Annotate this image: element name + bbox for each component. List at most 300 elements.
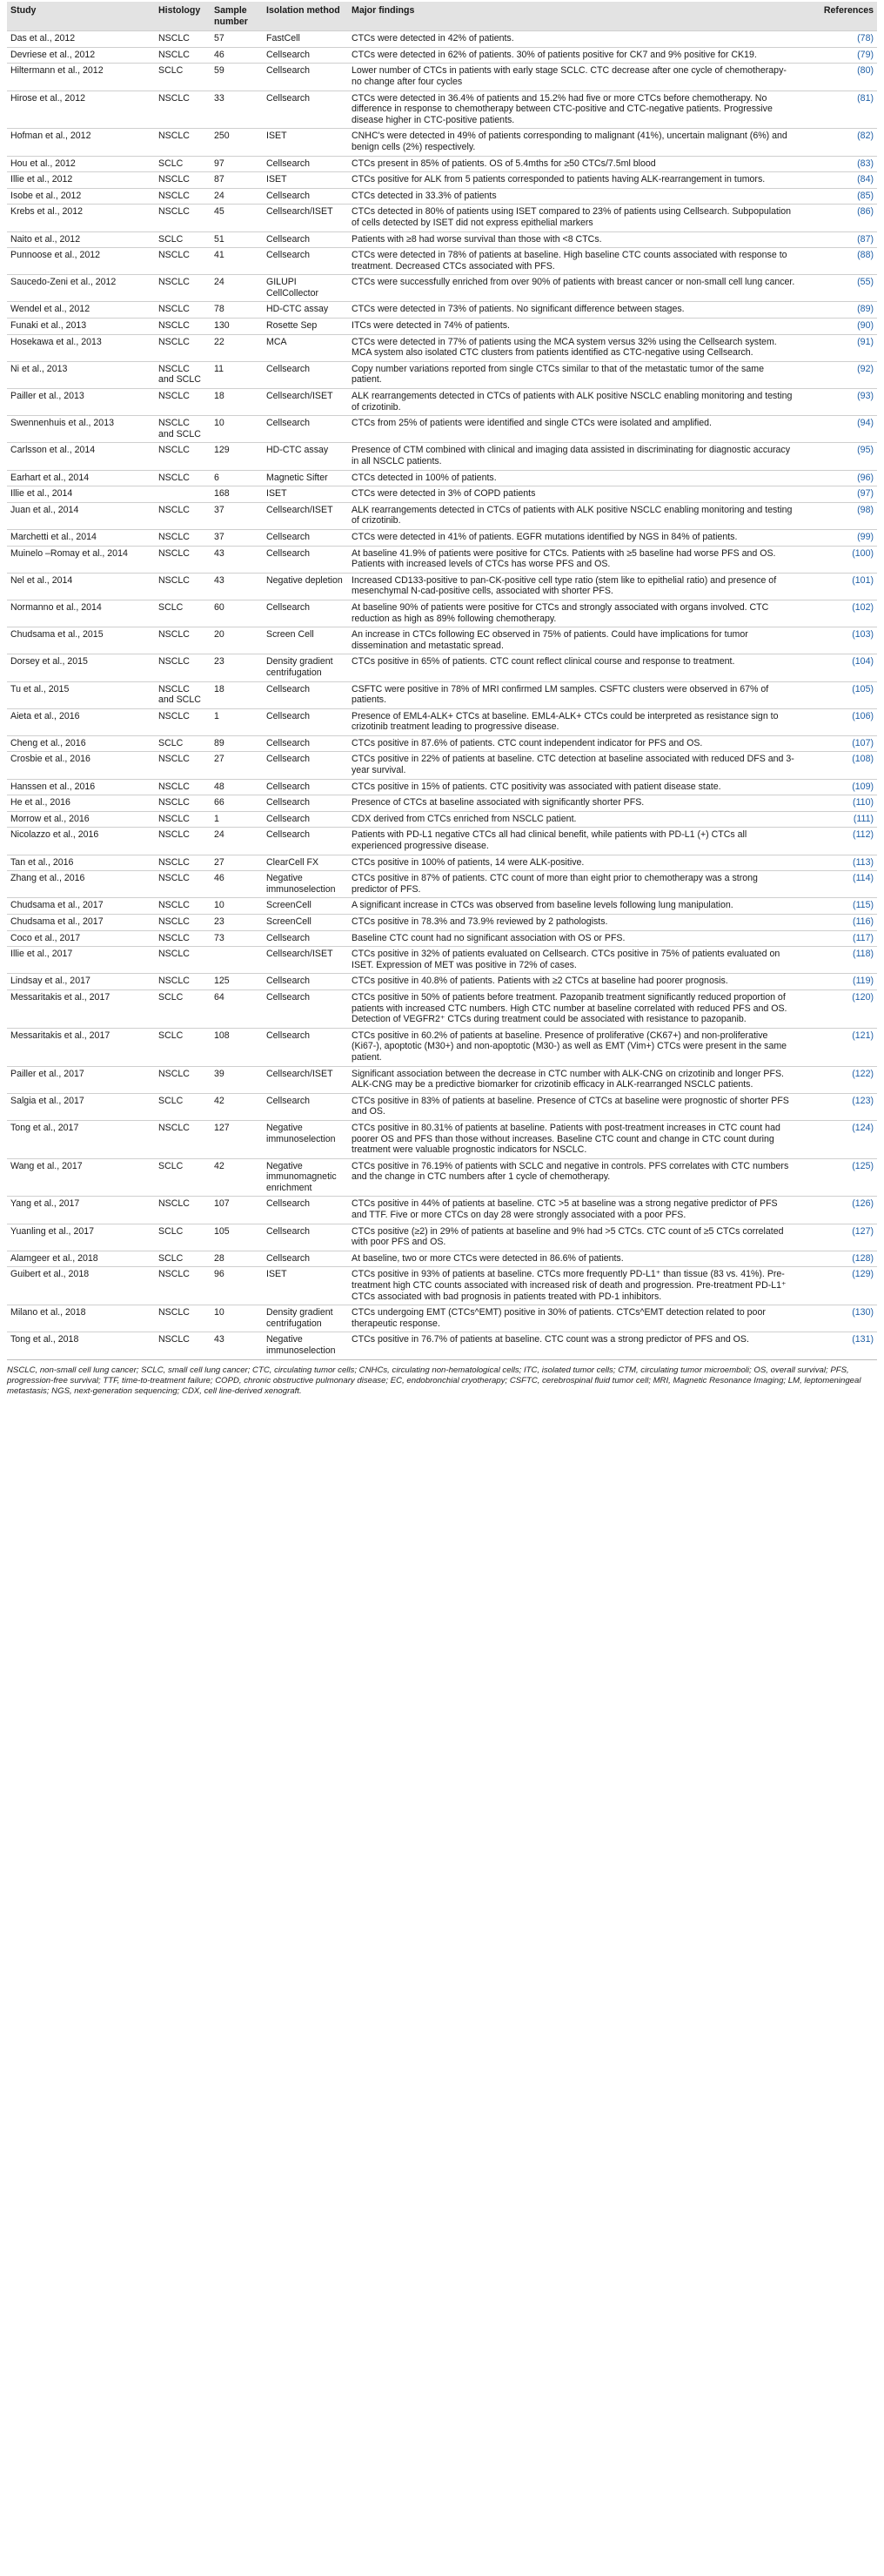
cell-study: Carlsson et al., 2014 [7,443,155,470]
cell-isolation-method: Cellsearch [263,1028,348,1066]
cell-major-findings: CTCs positive in 44% of patients at baseline. CTC >5 at baseline was a strong negative predictor of PFS and TTF. Five or more CTCs on day 28 were strongly associated with a poor PFS. [348,1197,799,1224]
cell-reference[interactable]: (98) [799,502,877,529]
cell-study: Hou et al., 2012 [7,156,155,172]
cell-reference[interactable]: (88) [799,248,877,275]
table-header [7,2,877,31]
cell-histology: NSCLC [155,546,211,573]
cell-histology: NSCLC [155,389,211,416]
cell-study: Yuanling et al., 2017 [7,1224,155,1251]
cell-isolation-method: Cellsearch [263,64,348,91]
cell-reference[interactable]: (109) [799,779,877,795]
cell-isolation-method: ISET [263,1267,348,1305]
cell-sample-number: 10 [211,898,263,915]
cell-sample-number: 10 [211,416,263,443]
cell-reference[interactable]: (125) [799,1158,877,1197]
cell-reference[interactable]: (127) [799,1224,877,1251]
cell-major-findings: CTCs positive for ALK from 5 patients corresponded to patients having ALK-rearrangement in tumors. [348,172,799,189]
cell-study: Juan et al., 2014 [7,502,155,529]
cell-sample-number: 51 [211,231,263,248]
table-row [7,915,877,931]
cell-major-findings: CTCs positive in 78.3% and 73.9% reviewed by 2 pathologists. [348,915,799,931]
cell-isolation-method: Cellsearch/ISET [263,502,348,529]
cell-study: Milano et al., 2018 [7,1305,155,1332]
cell-study: Coco et al., 2017 [7,930,155,947]
cell-sample-number: 43 [211,1332,263,1359]
cell-histology [155,486,211,503]
cell-reference[interactable]: (126) [799,1197,877,1224]
cell-study: Illie et al., 2012 [7,172,155,189]
cell-major-findings: CTCs detected in 33.3% of patients [348,188,799,205]
cell-histology: NSCLC [155,188,211,205]
cell-study: Hiltermann et al., 2012 [7,64,155,91]
cell-reference[interactable]: (118) [799,947,877,974]
cell-histology: NSCLC [155,855,211,871]
cell-histology: NSCLC [155,627,211,654]
cell-major-findings: CTCs positive in 65% of patients. CTC count reflect clinical course and response to treatment. [348,654,799,681]
cell-isolation-method: Magnetic Sifter [263,470,348,486]
cell-isolation-method: Cellsearch [263,1093,348,1120]
cell-histology: NSCLC [155,248,211,275]
cell-reference[interactable]: (105) [799,681,877,708]
cell-isolation-method: Density gradient centrifugation [263,1305,348,1332]
cell-study: Wang et al., 2017 [7,1158,155,1197]
table-row [7,188,877,205]
cell-isolation-method: Negative immunoselection [263,1332,348,1359]
cell-sample-number: 23 [211,915,263,931]
cell-study: Das et al., 2012 [7,31,155,48]
cell-reference[interactable]: (111) [799,811,877,828]
cell-sample-number: 168 [211,486,263,503]
cell-histology: NSCLC [155,752,211,779]
cell-isolation-method: ScreenCell [263,898,348,915]
cell-isolation-method: Cellsearch [263,600,348,627]
cell-isolation-method: Cellsearch [263,91,348,129]
cell-reference[interactable]: (108) [799,752,877,779]
table-row [7,389,877,416]
cell-reference[interactable]: (119) [799,974,877,990]
cell-isolation-method: Cellsearch [263,989,348,1028]
cell-reference[interactable]: (130) [799,1305,877,1332]
cell-histology: NSCLC [155,1332,211,1359]
cell-study: Chudsama et al., 2017 [7,898,155,915]
cell-reference[interactable]: (110) [799,795,877,812]
cell-histology: NSCLC [155,1066,211,1093]
cell-reference[interactable]: (91) [799,334,877,361]
cell-histology: NSCLC [155,828,211,855]
cell-sample-number: 59 [211,64,263,91]
cell-sample-number: 66 [211,795,263,812]
cell-reference[interactable]: (115) [799,898,877,915]
cell-reference[interactable]: (121) [799,1028,877,1066]
cell-reference[interactable]: (120) [799,989,877,1028]
cell-major-findings: CTCs were detected in 36.4% of patients and 15.2% had five or more CTCs before chemotherapy. No difference in response to chemotherapy between CTC-positive and CTC-negative patients. Progressive disease higher in CTC-positive patients. [348,91,799,129]
cell-major-findings: CTCs were detected in 78% of patients at baseline. High baseline CTC counts associated with response to treatment. Decreased CTCs associated with PFS. [348,248,799,275]
cell-isolation-method: Cellsearch [263,1197,348,1224]
cell-major-findings: CNHC's were detected in 49% of patients corresponding to malignant (41%), uncertain malignant (6%) and benign cells (2%) respectively. [348,129,799,156]
cell-histology: SCLC [155,156,211,172]
table-row [7,654,877,681]
table-row [7,416,877,443]
cell-major-findings: CTCs positive in 50% of patients before treatment. Pazopanib treatment significantly reduced proportion of patients with increased CTC numbers. High CTC number at baseline correlated with reduced PFS and OS. Detection of VEGFR2⁺ CTCs during treatment could be associated with resistance to pazopanib. [348,989,799,1028]
cell-isolation-method: Cellsearch [263,1251,348,1267]
cell-study: Wendel et al., 2012 [7,302,155,319]
cell-sample-number: 89 [211,735,263,752]
cell-study: Tong et al., 2018 [7,1332,155,1359]
cell-study: Saucedo-Zeni et al., 2012 [7,275,155,302]
cell-major-findings: CTCs positive in 83% of patients at baseline. Presence of CTCs at baseline were prognostic of shorter PFS and OS. [348,1093,799,1120]
cell-reference[interactable]: (85) [799,188,877,205]
cell-sample-number: 250 [211,129,263,156]
cell-sample-number: 130 [211,319,263,335]
header-sample-number: Sample number [211,2,263,31]
cell-histology: SCLC [155,1251,211,1267]
cell-sample-number: 33 [211,91,263,129]
cell-study: Muinelo –Romay et al., 2014 [7,546,155,573]
cell-reference[interactable]: (112) [799,828,877,855]
header-row [7,2,877,31]
cell-reference[interactable]: (81) [799,91,877,129]
cell-sample-number: 28 [211,1251,263,1267]
cell-sample-number: 42 [211,1158,263,1197]
cell-reference[interactable]: (83) [799,156,877,172]
cell-major-findings: Patients with ≥8 had worse survival than those with <8 CTCs. [348,231,799,248]
table-row [7,546,877,573]
cell-study: Chudsama et al., 2015 [7,627,155,654]
cell-study: Guibert et al., 2018 [7,1267,155,1305]
cell-isolation-method: Cellsearch [263,974,348,990]
table-row [7,31,877,48]
table-row [7,156,877,172]
cell-study: Morrow et al., 2016 [7,811,155,828]
cell-major-findings: CTCs positive in 76.19% of patients with SCLC and negative in controls. PFS correlates with CTC numbers and the change in CTC numbers after 1 cycle of chemotherapy. [348,1158,799,1197]
cell-major-findings: CTCs detected in 100% of patients. [348,470,799,486]
header-study: Study [7,2,155,31]
cell-reference[interactable]: (79) [799,47,877,64]
cell-sample-number: 27 [211,855,263,871]
cell-isolation-method: Cellsearch [263,828,348,855]
cell-isolation-method: Cellsearch [263,681,348,708]
cell-study: Marchetti et al., 2014 [7,529,155,546]
cell-reference[interactable]: (104) [799,654,877,681]
cell-reference[interactable]: (114) [799,871,877,898]
cell-major-findings: CTCs positive in 80.31% of patients at baseline. Patients with post-treatment increases in CTC count had poorer OS and PFS than those without increases. Baseline CTC count and change in CTC count during treatment were valuable prognostic indicators for NSCLC. [348,1120,799,1158]
table-row [7,205,877,231]
cell-reference[interactable]: (84) [799,172,877,189]
cell-major-findings: CTCs present in 85% of patients. OS of 5.4mths for ≥50 CTCs/7.5ml blood [348,156,799,172]
cell-sample-number: 46 [211,47,263,64]
cell-sample-number: 10 [211,1305,263,1332]
cell-histology: NSCLC [155,319,211,335]
cell-sample-number: 42 [211,1093,263,1120]
cell-isolation-method: Cellsearch [263,795,348,812]
cell-isolation-method: Cellsearch [263,546,348,573]
cell-reference[interactable]: (116) [799,915,877,931]
cell-reference[interactable]: (94) [799,416,877,443]
cell-reference[interactable]: (123) [799,1093,877,1120]
cell-isolation-method: HD-CTC assay [263,302,348,319]
cell-reference[interactable]: (107) [799,735,877,752]
cell-sample-number: 37 [211,529,263,546]
cell-sample-number: 125 [211,974,263,990]
cell-reference[interactable]: (131) [799,1332,877,1359]
cell-histology: SCLC [155,1093,211,1120]
header-isolation-method: Isolation method [263,2,348,31]
table-row [7,64,877,91]
cell-major-findings: ALK rearrangements detected in CTCs of patients with ALK positive NSCLC enabling monitoring and testing of crizotinib. [348,502,799,529]
cell-isolation-method: ISET [263,129,348,156]
table-row [7,1093,877,1120]
table-row [7,502,877,529]
cell-major-findings: CTCs were detected in 77% of patients using the MCA system versus 32% using the Cellsearch system. MCA system also isolated CTC clusters from patients identified as CTC-negative using Cellsearch. [348,334,799,361]
cell-major-findings: Presence of CTM combined with clinical and imaging data assisted in discriminating for diagnostic accuracy in all NSCLC patients. [348,443,799,470]
cell-reference[interactable]: (93) [799,389,877,416]
cell-sample-number: 107 [211,1197,263,1224]
table-row [7,1120,877,1158]
table-row [7,1267,877,1305]
cell-isolation-method: Negative immunoselection [263,1120,348,1158]
table-row [7,795,877,812]
cell-study: Illie et al., 2014 [7,486,155,503]
cell-major-findings: Presence of CTCs at baseline associated with significantly shorter PFS. [348,795,799,812]
studies-table [7,2,877,1360]
cell-histology: NSCLC [155,898,211,915]
table-row [7,974,877,990]
cell-isolation-method: Cellsearch/ISET [263,1066,348,1093]
table-row [7,248,877,275]
cell-sample-number: 22 [211,334,263,361]
cell-histology: NSCLC [155,779,211,795]
cell-histology: NSCLC [155,47,211,64]
table-row [7,855,877,871]
cell-histology: NSCLC and SCLC [155,681,211,708]
cell-histology: NSCLC [155,443,211,470]
cell-reference[interactable]: (96) [799,470,877,486]
cell-reference[interactable]: (80) [799,64,877,91]
cell-isolation-method: Cellsearch [263,779,348,795]
cell-isolation-method: ClearCell FX [263,855,348,871]
cell-study: Illie et al., 2017 [7,947,155,974]
cell-sample-number: 60 [211,600,263,627]
cell-study: Salgia et al., 2017 [7,1093,155,1120]
cell-histology: NSCLC [155,31,211,48]
cell-major-findings: CTCs from 25% of patients were identified and single CTCs were isolated and amplified. [348,416,799,443]
cell-histology: NSCLC [155,302,211,319]
cell-reference[interactable]: (92) [799,361,877,388]
cell-major-findings: Copy number variations reported from single CTCs similar to that of the metastatic tumor of the same patient. [348,361,799,388]
cell-major-findings: CSFTC were positive in 78% of MRI confirmed LM samples. CSFTC clusters were observed in 67% of patients. [348,681,799,708]
cell-study: Hofman et al., 2012 [7,129,155,156]
table-row [7,91,877,129]
cell-major-findings: CTCs were detected in 62% of patients. 30% of patients positive for CK7 and 9% positive for CK19. [348,47,799,64]
header-references: References [799,2,877,31]
cell-sample-number: 24 [211,188,263,205]
cell-major-findings: CTCs positive (≥2) in 29% of patients at baseline and 9% had >5 CTCs. CTC count of ≥5 CTCs correlated with poor PFS and OS. [348,1224,799,1251]
cell-sample-number: 105 [211,1224,263,1251]
cell-reference[interactable]: (95) [799,443,877,470]
cell-reference[interactable]: (103) [799,627,877,654]
table-row [7,275,877,302]
cell-major-findings: ALK rearrangements detected in CTCs of patients with ALK positive NSCLC enabling monitoring and testing of crizotinib. [348,389,799,416]
cell-isolation-method: Cellsearch [263,361,348,388]
table-row [7,1158,877,1197]
cell-isolation-method: Cellsearch [263,1224,348,1251]
cell-study: Pailler et al., 2013 [7,389,155,416]
cell-reference[interactable]: (82) [799,129,877,156]
cell-reference[interactable]: (97) [799,486,877,503]
cell-reference[interactable]: (89) [799,302,877,319]
cell-isolation-method: Negative depletion [263,573,348,600]
cell-major-findings: Patients with PD-L1 negative CTCs all had clinical benefit, while patients with PD-L1 (+) CTCs all experienced progressive disease. [348,828,799,855]
cell-reference[interactable]: (87) [799,231,877,248]
cell-sample-number: 127 [211,1120,263,1158]
cell-reference[interactable]: (99) [799,529,877,546]
table-row [7,989,877,1028]
cell-histology: NSCLC [155,470,211,486]
studies-table-container [7,0,877,1397]
cell-isolation-method: ISET [263,172,348,189]
cell-histology: NSCLC [155,91,211,129]
cell-sample-number: 24 [211,275,263,302]
cell-histology: NSCLC [155,172,211,189]
cell-histology: NSCLC [155,974,211,990]
cell-histology: SCLC [155,989,211,1028]
cell-reference[interactable]: (100) [799,546,877,573]
cell-study: Messaritakis et al., 2017 [7,989,155,1028]
cell-reference[interactable]: (117) [799,930,877,947]
cell-histology: SCLC [155,1028,211,1066]
table-row [7,529,877,546]
table-row [7,1197,877,1224]
cell-histology: NSCLC [155,811,211,828]
cell-sample-number: 39 [211,1066,263,1093]
cell-sample-number: 1 [211,708,263,735]
cell-sample-number: 43 [211,546,263,573]
cell-histology: SCLC [155,735,211,752]
cell-histology: NSCLC [155,1305,211,1332]
cell-study: Devriese et al., 2012 [7,47,155,64]
cell-major-findings: An increase in CTCs following EC observed in 75% of patients. Could have implications for tumor dissemination and metastatic spread. [348,627,799,654]
cell-histology: SCLC [155,64,211,91]
cell-isolation-method: Cellsearch [263,47,348,64]
cell-study: Krebs et al., 2012 [7,205,155,231]
table-row [7,470,877,486]
table-footnote: NSCLC, non-small cell lung cancer; SCLC, small cell lung cancer; CTC, circulating tumor cells; CNHCs, circulating non-hematological cells; ITC, isolated tumor cells; CTM, circulating tumor microemboli; OS, overall survival; PFS, progression-free survival; TTF, time-to-treatment failure; COPD, chronic obstructive pulmonary disease; EC, endobronchial cryotherapy; CSFTC, cerebrospinal fluid tumor cell; MRI, Magnetic Resonance Imaging; LM, leptomeningeal metastasis; NGS, next-generation sequencing; CDX, cell line-derived xenograft. [7,1365,861,1396]
table-row [7,681,877,708]
cell-reference[interactable]: (129) [799,1267,877,1305]
cell-study: Hirose et al., 2012 [7,91,155,129]
cell-histology: NSCLC [155,334,211,361]
table-row [7,1305,877,1332]
table-row [7,735,877,752]
cell-isolation-method: Cellsearch/ISET [263,947,348,974]
cell-sample-number: 1 [211,811,263,828]
cell-reference[interactable]: (55) [799,275,877,302]
cell-sample-number: 73 [211,930,263,947]
cell-isolation-method: Cellsearch [263,248,348,275]
cell-major-findings: CTCs positive in 15% of patients. CTC positivity was associated with patient disease state. [348,779,799,795]
cell-major-findings: A significant increase in CTCs was observed from baseline levels following lung manipulation. [348,898,799,915]
cell-major-findings: CTCs positive in 76.7% of patients at baseline. CTC count was a strong predictor of PFS and OS. [348,1332,799,1359]
cell-sample-number: 57 [211,31,263,48]
cell-isolation-method: Cellsearch [263,416,348,443]
cell-sample-number: 96 [211,1267,263,1305]
cell-study: Tu et al., 2015 [7,681,155,708]
cell-histology: NSCLC [155,1267,211,1305]
cell-major-findings: CTCs positive in 93% of patients at baseline. CTCs more frequently PD-L1⁺ than tissue (83 vs. 41%). Pre-treatment high CTC counts associated with increased risk of death and progression. Pre-treatment PD-L1⁺ CTCs associated with bad prognosis in patients treated with PD-1 inhibitors. [348,1267,799,1305]
cell-isolation-method: Cellsearch [263,188,348,205]
cell-sample-number: 18 [211,681,263,708]
cell-reference[interactable]: (101) [799,573,877,600]
cell-histology: NSCLC [155,205,211,231]
table-row [7,1224,877,1251]
cell-study: Tan et al., 2016 [7,855,155,871]
cell-isolation-method: ISET [263,486,348,503]
cell-study: Chudsama et al., 2017 [7,915,155,931]
cell-histology: SCLC [155,1158,211,1197]
cell-sample-number: 48 [211,779,263,795]
cell-histology: NSCLC [155,708,211,735]
cell-study: Crosbie et al., 2016 [7,752,155,779]
cell-major-findings: CTCs were detected in 41% of patients. EGFR mutations identified by NGS in 84% of patients. [348,529,799,546]
cell-histology: NSCLC [155,795,211,812]
cell-isolation-method: Cellsearch [263,930,348,947]
cell-sample-number: 108 [211,1028,263,1066]
cell-sample-number: 41 [211,248,263,275]
cell-reference[interactable]: (113) [799,855,877,871]
cell-major-findings: CTCs were detected in 73% of patients. No significant difference between stages. [348,302,799,319]
cell-reference[interactable]: (106) [799,708,877,735]
cell-major-findings: At baseline, two or more CTCs were detected in 86.6% of patients. [348,1251,799,1267]
cell-study: Earhart et al., 2014 [7,470,155,486]
cell-reference[interactable]: (122) [799,1066,877,1093]
table-row [7,47,877,64]
cell-isolation-method: Cellsearch [263,231,348,248]
table-row [7,443,877,470]
cell-reference[interactable]: (86) [799,205,877,231]
table-row [7,573,877,600]
cell-sample-number: 97 [211,156,263,172]
table-row [7,871,877,898]
table-row [7,811,877,828]
cell-isolation-method: Density gradient centrifugation [263,654,348,681]
cell-major-findings: CTCs positive in 22% of patients at baseline. CTC detection at baseline associated with reduced DFS and 3-year survival. [348,752,799,779]
cell-study: Zhang et al., 2016 [7,871,155,898]
cell-sample-number: 78 [211,302,263,319]
cell-sample-number [211,947,263,974]
cell-reference[interactable]: (124) [799,1120,877,1158]
cell-sample-number: 18 [211,389,263,416]
cell-histology: SCLC [155,231,211,248]
cell-isolation-method: ScreenCell [263,915,348,931]
cell-histology: SCLC [155,1224,211,1251]
cell-isolation-method: Cellsearch [263,156,348,172]
cell-reference[interactable]: (78) [799,31,877,48]
cell-histology: SCLC [155,600,211,627]
cell-reference[interactable]: (90) [799,319,877,335]
cell-sample-number: 20 [211,627,263,654]
cell-reference[interactable]: (102) [799,600,877,627]
table-row [7,1066,877,1093]
table-row [7,486,877,503]
cell-isolation-method: Cellsearch/ISET [263,389,348,416]
cell-study: Naito et al., 2012 [7,231,155,248]
cell-sample-number: 27 [211,752,263,779]
cell-histology: NSCLC [155,930,211,947]
cell-reference[interactable]: (128) [799,1251,877,1267]
cell-major-findings: CTCs positive in 100% of patients, 14 were ALK-positive. [348,855,799,871]
cell-major-findings: CDX derived from CTCs enriched from NSCLC patient. [348,811,799,828]
cell-study: Nel et al., 2014 [7,573,155,600]
